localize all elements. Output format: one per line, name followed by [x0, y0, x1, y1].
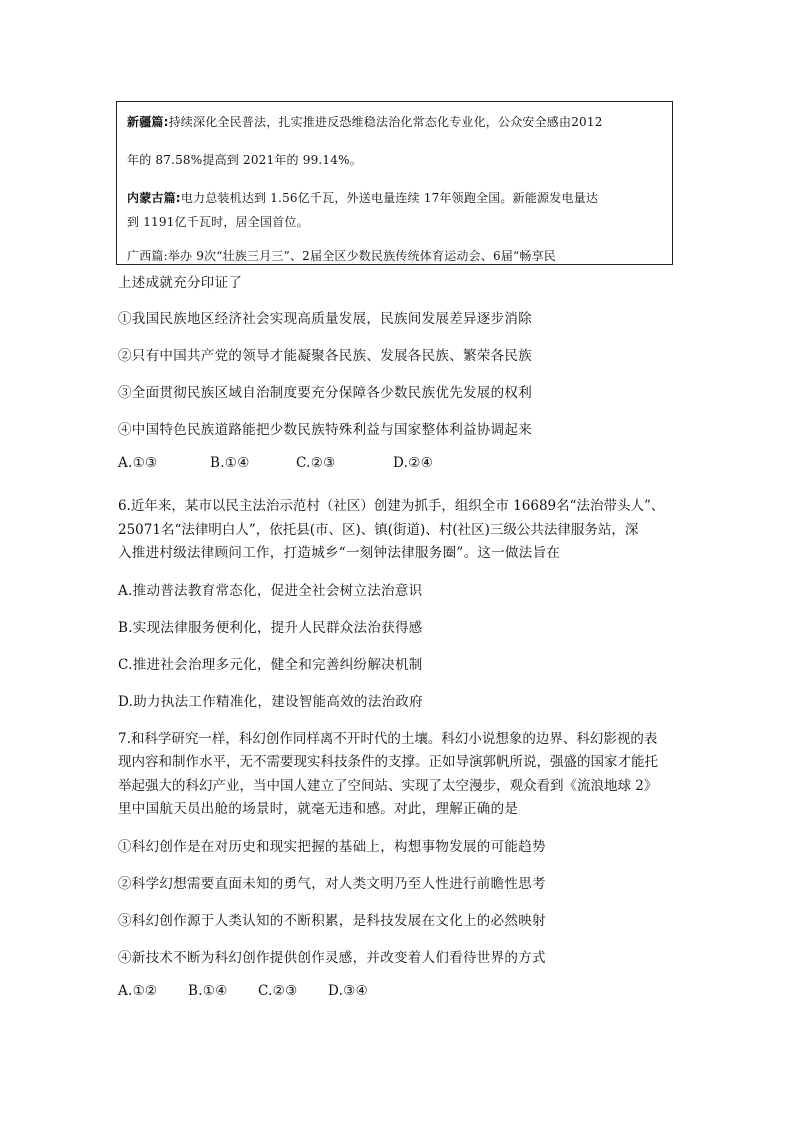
q5-option-2: ②只有中国共产党的领导才能凝聚各民族、发展各民族、繁荣各民族: [118, 348, 532, 364]
q7-stem-line-2: 现内容和制作水平，无不需要现实科技条件的支撑。正如导演郭帆所说，强盛的国家才能托: [118, 754, 658, 770]
neimenggu-line-1: 内蒙古篇:电力总装机达到 1.56亿千瓦，外送电量连续 17年领跑全国。新能源发电量达: [127, 191, 599, 205]
q7-choice-b: B.①④: [188, 983, 228, 999]
q7-option-1: ①科幻创作是在对历史和现实把握的基础上，构想事物发展的可能趋势: [118, 839, 546, 855]
xinjiang-label: 新疆篇:: [127, 115, 169, 129]
xinjiang-line-2: 年的 87.58%提高到 2021年的 99.14%。: [127, 153, 362, 167]
q7-choice-d: D.③④: [328, 983, 369, 999]
q7-choice-a: A.①②: [118, 983, 158, 999]
q7-option-2: ②科学幻想需要直面未知的勇气，对人类文明乃至人性进行前瞻性思考: [118, 876, 546, 892]
q5-choice-d: D.②④: [393, 455, 434, 471]
excerpt-box: [116, 101, 673, 265]
q6-option-b: B.实现法律服务便利化，提升人民群众法治获得感: [118, 620, 423, 636]
q6-stem-line-1: 6.近年来，某市以民主法治示范村（社区）创建为抓手，组织全市 16689名“法治带头人”、: [118, 498, 665, 514]
q6-option-d: D.助力执法工作精准化，建设智能高效的法治政府: [118, 694, 424, 710]
q7-stem-line-3: 举起强大的科幻产业，当中国人建立了空间站、实现了太空漫步，观众看到《流浪地球 2》: [118, 778, 658, 794]
q6-stem-line-2: 25071名“法律明白人”，依托县(市、区)、镇(街道)、村(社区)三级公共法律服务站，深: [118, 522, 639, 538]
q6-stem-line-3: 入推进村级法律顾问工作，打造城乡“一刻钟法律服务圈”。这一做法旨在: [118, 545, 561, 561]
q6-option-c: C.推进社会治理多元化，健全和完善纠纷解决机制: [118, 657, 423, 673]
guangxi-line-1: 广西篇:举办 9次“壮族三月三”、2届全区少数民族传统体育运动会、6届“畅享民: [127, 249, 556, 263]
q5-option-4: ④中国特色民族道路能把少数民族特殊利益与国家整体利益协调起来: [118, 422, 532, 438]
q6-option-a: A.推动普法教育常态化，促进全社会树立法治意识: [118, 583, 423, 599]
q7-stem-line-1: 7.和科学研究一样，科幻创作同样离不开时代的土壤。科幻小说想象的边界、科幻影视的表: [118, 731, 658, 747]
q5-choice-a: A.①③: [118, 455, 158, 471]
q7-stem-line-4: 里中国航天员出舱的场景时，就毫无违和感。对此，理解正确的是: [118, 801, 519, 817]
q5-choice-c: C.②③: [296, 455, 336, 471]
q7-choice-c: C.②③: [258, 983, 298, 999]
neimenggu-line-2: 到 1191亿千瓦时，居全国首位。: [127, 215, 309, 229]
q5-choice-b: B.①④: [210, 455, 250, 471]
q5-stem: 上述成就充分印证了: [118, 275, 243, 291]
q5-option-3: ③全面贯彻民族区域自治制度要充分保障各少数民族优先发展的权利: [118, 385, 532, 401]
xinjiang-line-1: 新疆篇:持续深化全民普法，扎实推进反恐维稳法治化常态化专业化，公众安全感由2012: [127, 115, 603, 129]
q7-option-4: ④新技术不断为科幻创作提供创作灵感，并改变着人们看待世界的方式: [118, 950, 546, 966]
q5-option-1: ①我国民族地区经济社会实现高质量发展，民族间发展差异逐步消除: [118, 311, 532, 327]
q7-option-3: ③科幻创作源于人类认知的不断积累，是科技发展在文化上的必然映射: [118, 913, 546, 929]
guangxi-label: 广西篇:: [127, 249, 168, 263]
neimenggu-label: 内蒙古篇:: [127, 191, 181, 205]
